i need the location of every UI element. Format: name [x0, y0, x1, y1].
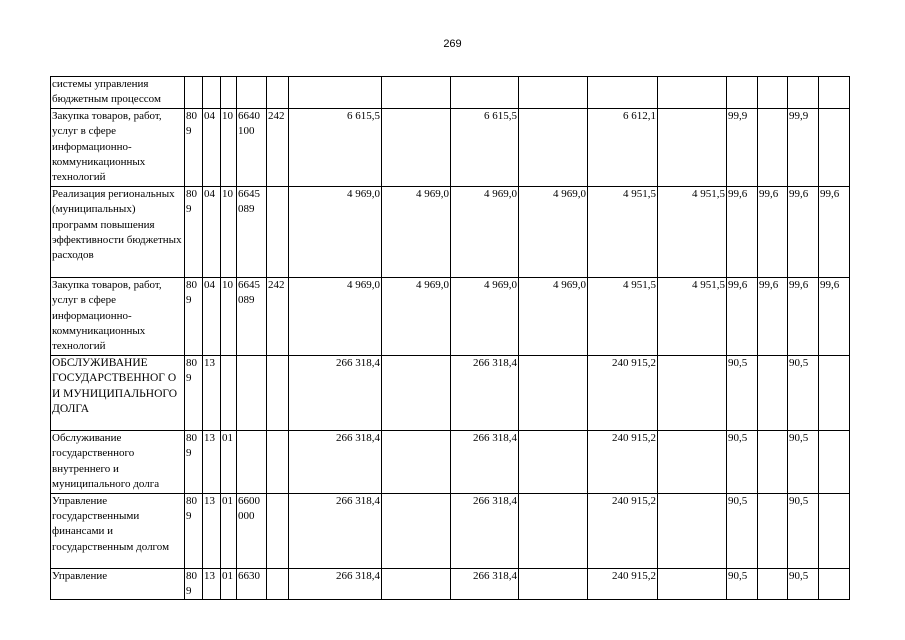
percent-approved-subvention-cell: 99,6 [819, 186, 850, 277]
percent-plan-subvention-cell [758, 355, 788, 430]
approved-subvention-cell [519, 493, 588, 568]
percent-plan-subvention-cell: 99,6 [758, 277, 788, 355]
executed-total-cell: 4 951,5 [588, 186, 658, 277]
percent-approved-subvention-cell [819, 493, 850, 568]
executed-total-cell: 240 915,2 [588, 355, 658, 430]
target-article-cell [237, 355, 267, 430]
percent-plan-subvention-cell [758, 108, 788, 186]
approved-subvention-cell [519, 568, 588, 600]
percent-plan-total-cell: 90,5 [727, 493, 758, 568]
row-name-cell: ОБСЛУЖИВАНИЕ ГОСУДАРСТВЕННОГ О И МУНИЦИПАЛЬНОГО ДОЛГА [51, 355, 185, 430]
plan-subvention-cell: 4 969,0 [382, 277, 451, 355]
percent-plan-total-cell: 99,6 [727, 186, 758, 277]
plan-subvention-cell [382, 493, 451, 568]
executed-subvention-cell [658, 108, 727, 186]
grbs-code-cell: 809 [185, 277, 203, 355]
row-name-cell: Управление государственными финансами и государственным долгом [51, 493, 185, 568]
expense-type-cell [267, 493, 289, 568]
executed-subvention-cell [658, 355, 727, 430]
table-row [51, 108, 850, 186]
percent-approved-subvention-cell [819, 355, 850, 430]
grbs-code-cell [185, 77, 203, 109]
executed-subvention-cell [658, 493, 727, 568]
percent-plan-total-cell: 90,5 [727, 355, 758, 430]
subsection-code-cell: 10 [221, 186, 237, 277]
target-article-cell: 6645 089 [237, 186, 267, 277]
section-code-cell: 04 [203, 277, 221, 355]
expense-type-cell [267, 568, 289, 600]
percent-approved-total-cell: 99,6 [788, 277, 819, 355]
executed-subvention-cell [658, 430, 727, 493]
approved-subvention-cell [519, 430, 588, 493]
grbs-code-cell: 809 [185, 430, 203, 493]
expense-type-cell: 242 [267, 277, 289, 355]
row-name-cell: Закупка товаров, работ, услуг в сфере информационно-коммуникационных технологий [51, 277, 185, 355]
target-article-cell [237, 77, 267, 109]
executed-total-cell [588, 77, 658, 109]
percent-plan-subvention-cell [758, 568, 788, 600]
row-name-cell: системы управления бюджетным процессом [51, 77, 185, 109]
approved-total-cell: 266 318,4 [451, 568, 519, 600]
row-name-cell: Управление [51, 568, 185, 600]
executed-total-cell: 240 915,2 [588, 430, 658, 493]
percent-approved-total-cell [788, 77, 819, 109]
percent-approved-total-cell: 90,5 [788, 355, 819, 430]
plan-subvention-cell [382, 355, 451, 430]
target-article-cell: 6600 000 [237, 493, 267, 568]
approved-total-cell: 4 969,0 [451, 277, 519, 355]
percent-plan-total-cell: 99,9 [727, 108, 758, 186]
target-article-cell: 6630 [237, 568, 267, 600]
subsection-code-cell [221, 355, 237, 430]
subsection-code-cell: 01 [221, 568, 237, 600]
grbs-code-cell: 809 [185, 186, 203, 277]
percent-approved-subvention-cell [819, 568, 850, 600]
subsection-code-cell: 10 [221, 277, 237, 355]
percent-approved-subvention-cell [819, 430, 850, 493]
table-row [51, 430, 850, 493]
approved-subvention-cell [519, 77, 588, 109]
plan-subvention-cell [382, 77, 451, 109]
percent-approved-total-cell: 90,5 [788, 493, 819, 568]
percent-plan-subvention-cell [758, 77, 788, 109]
table-row [51, 568, 850, 600]
plan-subvention-cell: 4 969,0 [382, 186, 451, 277]
plan-subvention-cell [382, 430, 451, 493]
section-code-cell: 13 [203, 430, 221, 493]
row-name-cell: Реализация региональных (муниципальных) программ повышения эффективности бюджетных расходов [51, 186, 185, 277]
approved-subvention-cell: 4 969,0 [519, 277, 588, 355]
percent-plan-subvention-cell [758, 430, 788, 493]
section-code-cell: 13 [203, 493, 221, 568]
table-row [51, 186, 850, 277]
plan-total-cell [289, 77, 382, 109]
expense-type-cell [267, 77, 289, 109]
executed-subvention-cell: 4 951,5 [658, 277, 727, 355]
executed-subvention-cell [658, 77, 727, 109]
subsection-code-cell [221, 77, 237, 109]
section-code-cell: 13 [203, 355, 221, 430]
percent-plan-subvention-cell [758, 493, 788, 568]
row-name-cell: Закупка товаров, работ, услуг в сфере информационно-коммуникационных технологий [51, 108, 185, 186]
plan-total-cell: 266 318,4 [289, 568, 382, 600]
plan-total-cell: 6 615,5 [289, 108, 382, 186]
approved-total-cell [451, 77, 519, 109]
expense-type-cell [267, 430, 289, 493]
executed-total-cell: 240 915,2 [588, 568, 658, 600]
plan-total-cell: 266 318,4 [289, 355, 382, 430]
executed-total-cell: 6 612,1 [588, 108, 658, 186]
percent-plan-total-cell [727, 77, 758, 109]
executed-subvention-cell [658, 568, 727, 600]
approved-total-cell: 6 615,5 [451, 108, 519, 186]
table-row [51, 493, 850, 568]
section-code-cell [203, 77, 221, 109]
percent-plan-subvention-cell: 99,6 [758, 186, 788, 277]
percent-plan-total-cell: 90,5 [727, 430, 758, 493]
subsection-code-cell: 01 [221, 493, 237, 568]
approved-subvention-cell [519, 355, 588, 430]
expense-type-cell [267, 355, 289, 430]
section-code-cell: 04 [203, 108, 221, 186]
percent-approved-total-cell: 90,5 [788, 430, 819, 493]
target-article-cell: 6645 089 [237, 277, 267, 355]
grbs-code-cell: 809 [185, 568, 203, 600]
percent-approved-total-cell: 99,6 [788, 186, 819, 277]
approved-total-cell: 4 969,0 [451, 186, 519, 277]
table-row [51, 277, 850, 355]
percent-plan-total-cell: 90,5 [727, 568, 758, 600]
plan-subvention-cell [382, 568, 451, 600]
table-body [51, 77, 850, 600]
budget-table [50, 76, 850, 600]
percent-approved-total-cell: 99,9 [788, 108, 819, 186]
approved-subvention-cell: 4 969,0 [519, 186, 588, 277]
approved-subvention-cell [519, 108, 588, 186]
plan-total-cell: 266 318,4 [289, 430, 382, 493]
section-code-cell: 04 [203, 186, 221, 277]
target-article-cell: 6640 100 [237, 108, 267, 186]
target-article-cell [237, 430, 267, 493]
grbs-code-cell: 809 [185, 108, 203, 186]
approved-total-cell: 266 318,4 [451, 430, 519, 493]
table-row [51, 77, 850, 109]
executed-total-cell: 4 951,5 [588, 277, 658, 355]
page-number: 269 [443, 38, 462, 50]
subsection-code-cell: 10 [221, 108, 237, 186]
row-name-cell: Обслуживание государственного внутреннего и муниципального долга [51, 430, 185, 493]
section-code-cell: 13 [203, 568, 221, 600]
table-row [51, 355, 850, 430]
percent-approved-subvention-cell [819, 77, 850, 109]
executed-subvention-cell: 4 951,5 [658, 186, 727, 277]
percent-plan-total-cell: 99,6 [727, 277, 758, 355]
executed-total-cell: 240 915,2 [588, 493, 658, 568]
plan-subvention-cell [382, 108, 451, 186]
expense-type-cell [267, 186, 289, 277]
grbs-code-cell: 809 [185, 493, 203, 568]
plan-total-cell: 4 969,0 [289, 186, 382, 277]
plan-total-cell: 4 969,0 [289, 277, 382, 355]
expense-type-cell: 242 [267, 108, 289, 186]
approved-total-cell: 266 318,4 [451, 355, 519, 430]
plan-total-cell: 266 318,4 [289, 493, 382, 568]
grbs-code-cell: 809 [185, 355, 203, 430]
percent-approved-subvention-cell: 99,6 [819, 277, 850, 355]
percent-approved-subvention-cell [819, 108, 850, 186]
approved-total-cell: 266 318,4 [451, 493, 519, 568]
percent-approved-total-cell: 90,5 [788, 568, 819, 600]
subsection-code-cell: 01 [221, 430, 237, 493]
